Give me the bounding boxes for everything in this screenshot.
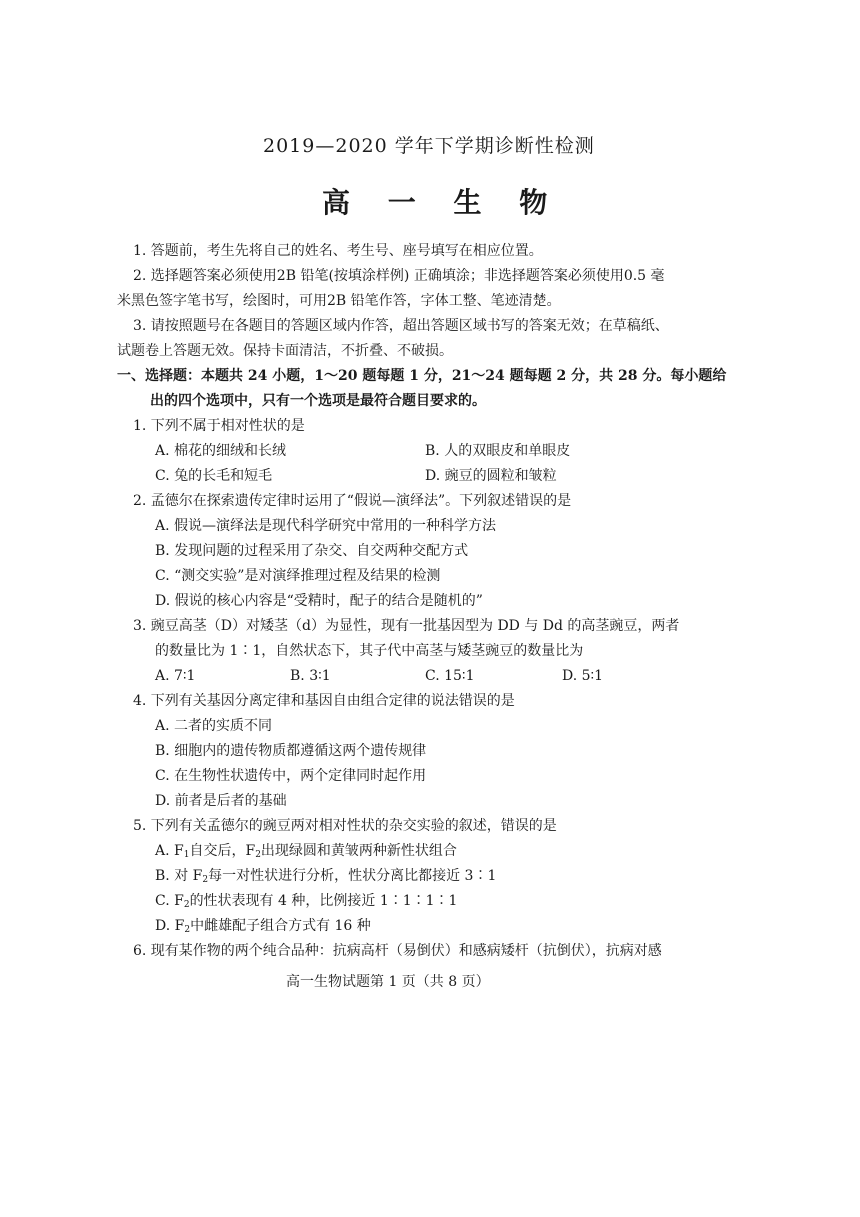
option-d: D. 前者是后者的基础 xyxy=(155,793,287,809)
option-c: C. 兔的长毛和短毛 xyxy=(155,468,273,484)
option-c: C. 在生物性状遗传中，两个定律同时起作用 xyxy=(155,768,427,784)
section-heading-cont: 出的四个选项中，只有一个选项是最符合题目要求的。 xyxy=(150,393,486,409)
exam-title: 2019—2020 学年下学期诊断性检测 xyxy=(263,135,595,157)
option-a: A. 棉花的细绒和长绒 xyxy=(155,443,287,459)
instruction-line: 1. 答题前，考生先将自己的姓名、考生号、座号填写在相应位置。 xyxy=(133,243,543,259)
option-d: D. 5∶1 xyxy=(562,668,604,684)
option-c: C. $F_2$的性状表现有 4 种，比例接近 1∶1∶1∶1 xyxy=(155,893,458,910)
question-stem: 6. 现有某作物的两个纯合品种：抗病高杆（易倒伏）和感病矮杆（抗倒伏），抗病对感 xyxy=(133,943,662,959)
option-d: D. 假说的核心内容是“受精时，配子的结合是随机的” xyxy=(155,593,483,609)
instruction-line: 3. 请按照题号在各题目的答题区域内作答，超出答题区域书写的答案无效；在草稿纸、 xyxy=(133,318,669,334)
option-a: A. 假说—演绎法是现代科学研究中常用的一种科学方法 xyxy=(155,518,497,534)
option-b: B. 发现问题的过程采用了杂交、自交两种交配方式 xyxy=(155,543,469,559)
option-c: C. 15∶1 xyxy=(425,668,475,684)
instruction-line: 试题卷上答题无效。保持卡面清洁，不折叠、不破损。 xyxy=(117,343,453,359)
page-footer: 高一生物试题第 1 页（共 8 页） xyxy=(286,974,490,990)
option-b: B. 3∶1 xyxy=(290,668,331,684)
option-d: D. 豌豆的圆粒和皱粒 xyxy=(425,468,557,484)
option-d: D. $F_2$中雌雄配子组合方式有 16 种 xyxy=(155,918,371,935)
instruction-line: 2. 选择题答案必须使用2B 铅笔(按填涂样例) 正确填涂；非选择题答案必须使用0.5 毫 xyxy=(133,268,665,284)
question-stem: 5. 下列有关孟德尔的豌豆两对相对性状的杂交实验的叙述，错误的是 xyxy=(133,818,557,834)
question-stem: 1. 下列不属于相对性状的是 xyxy=(133,418,305,434)
subject-title: 高 一 生 物 xyxy=(322,186,562,219)
question-stem-cont: 的数量比为 1∶1，自然状态下，其子代中高茎与矮茎豌豆的数量比为 xyxy=(155,643,584,659)
question-stem: 4. 下列有关基因分离定律和基因自由组合定律的说法错误的是 xyxy=(133,693,515,709)
option-a: A. $F_1$自交后，$F_2$出现绿圆和黄皱两种新性状组合 xyxy=(155,843,457,860)
instruction-line: 米黑色签字笔书写，绘图时，可用2B 铅笔作答，字体工整、笔迹清楚。 xyxy=(117,293,561,309)
option-b: B. 人的双眼皮和单眼皮 xyxy=(425,443,571,459)
question-stem: 3. 豌豆高茎（D）对矮茎（d）为显性，现有一批基因型为 DD 与 Dd 的高茎豌豆，两者 xyxy=(133,618,680,634)
option-a: A. 二者的实质不同 xyxy=(155,718,273,734)
option-b: B. 对 $F_2$每一对性状进行分析，性状分离比都接近 3∶1 xyxy=(155,868,497,885)
option-a: A. 7∶1 xyxy=(155,668,196,684)
section-heading: 一、选择题：本题共 24 小题，1～20 题每题 1 分，21～24 题每题 2 分，共 28 分。每小题给 xyxy=(117,368,727,384)
option-c: C. “测交实验”是对演绎推理过程及结果的检测 xyxy=(155,568,441,584)
question-stem: 2. 孟德尔在探索遗传定律时运用了“假说—演绎法”。下列叙述错误的是 xyxy=(133,493,572,509)
option-b: B. 细胞内的遗传物质都遵循这两个遗传规律 xyxy=(155,743,427,759)
